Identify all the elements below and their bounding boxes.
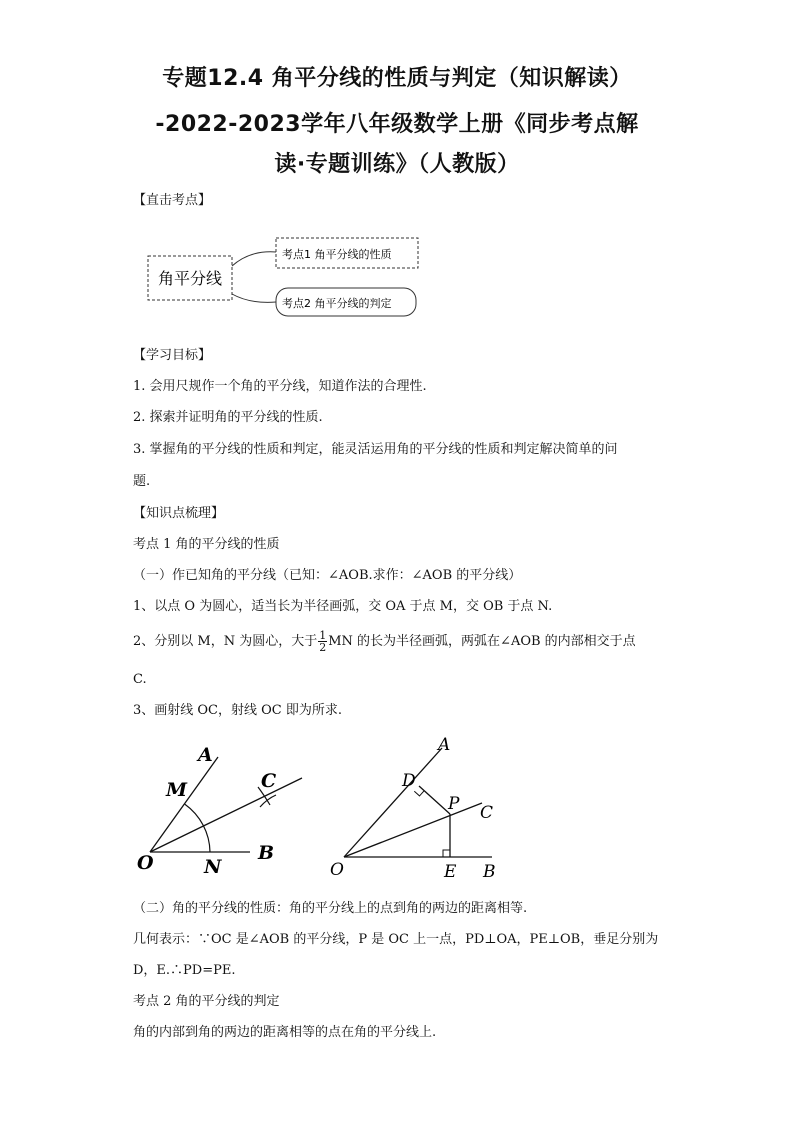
label-C: C: [480, 803, 494, 823]
label-C: C: [261, 770, 277, 792]
label-D: D: [402, 771, 416, 791]
label-A: A: [438, 735, 451, 755]
figure-construction: [130, 735, 320, 885]
right-angle-E: [443, 850, 450, 857]
section-direct-points: 【直击考点】: [133, 193, 212, 208]
label-O: O: [137, 852, 154, 874]
ray-OA: [344, 748, 442, 857]
fraction-half: [318, 630, 327, 653]
label-B: B: [483, 862, 496, 882]
goal-2: 2. 探索并证明角的平分线的性质.: [133, 410, 323, 425]
step-2-after: MN 的长为半径画弧，两弧在∠AOB 的内部相交于点: [328, 634, 636, 649]
step-2-cont: C.: [133, 672, 147, 687]
step-3: 3、画射线 OC，射线 OC 即为所求.: [133, 703, 343, 718]
goal-3: 3. 掌握角的平分线的性质和判定，能灵活运用角的平分线的性质和判定解决简单的问: [133, 442, 618, 457]
step-2: [133, 630, 636, 653]
label-N: N: [204, 856, 222, 878]
right-angle-D: [414, 791, 424, 796]
title-line-3: 读·专题训练》（人教版）: [274, 152, 520, 177]
arc-MN: [185, 804, 210, 852]
mindmap-point1-text: 考点1 角平分线的性质: [282, 248, 392, 261]
label-E: E: [444, 862, 457, 882]
goal-3-cont: 题.: [133, 474, 151, 489]
figure-property: [322, 730, 512, 885]
fraction-numerator: 1: [319, 629, 327, 642]
geometric-representation-cont: D，E.∴PD=PE.: [133, 963, 236, 978]
section-knowledge: 【知识点梳理】: [133, 506, 225, 521]
mindmap-connector-bottom: [232, 294, 276, 302]
step-2-before: 2、分别以 M，N 为圆心，大于: [133, 634, 318, 649]
title-line-1: 专题12.4 角平分线的性质与判定（知识解读）: [162, 66, 632, 91]
step-1: 1、以点 O 为圆心，适当长为半径画弧，交 OA 于点 M，交 OB 于点 N.: [133, 599, 553, 614]
sub1-heading: （一）作已知角的平分线（已知：∠AOB.求作：∠AOB 的平分线）: [133, 568, 522, 583]
kp2-text: 角的内部到角的两边的距离相等的点在角的平分线上.: [133, 1025, 437, 1040]
mindmap-root-text: 角平分线: [157, 269, 223, 288]
section-learning-goals: 【学习目标】: [133, 348, 212, 363]
ray-OC: [344, 803, 482, 857]
kp2-title: 考点 2 角的平分线的判定: [133, 994, 280, 1009]
label-B: B: [258, 842, 275, 864]
title-line-2: -2022-2023学年八年级数学上册《同步考点解: [155, 112, 639, 137]
fraction-denominator: 2: [319, 641, 327, 654]
label-O: O: [330, 860, 344, 880]
mindmap: [140, 228, 440, 328]
kp1-title: 考点 1 角的平分线的性质: [133, 537, 280, 552]
mindmap-connector-top: [232, 252, 276, 266]
sub2-heading: （二）角的平分线的性质：角的平分线上的点到角的两边的距离相等.: [133, 901, 528, 916]
label-P: P: [448, 794, 460, 814]
segment-PD: [419, 786, 450, 814]
geometric-representation: 几何表示：∵OC 是∠AOB 的平分线，P 是 OC 上一点，PD⊥OA，PE⊥OB，垂足分别为: [133, 932, 659, 947]
goal-1: 1. 会用尺规作一个角的平分线，知道作法的合理性.: [133, 379, 427, 394]
mindmap-point2-text: 考点2 角平分线的判定: [282, 297, 392, 310]
label-A: A: [198, 744, 213, 766]
label-M: M: [166, 779, 188, 801]
